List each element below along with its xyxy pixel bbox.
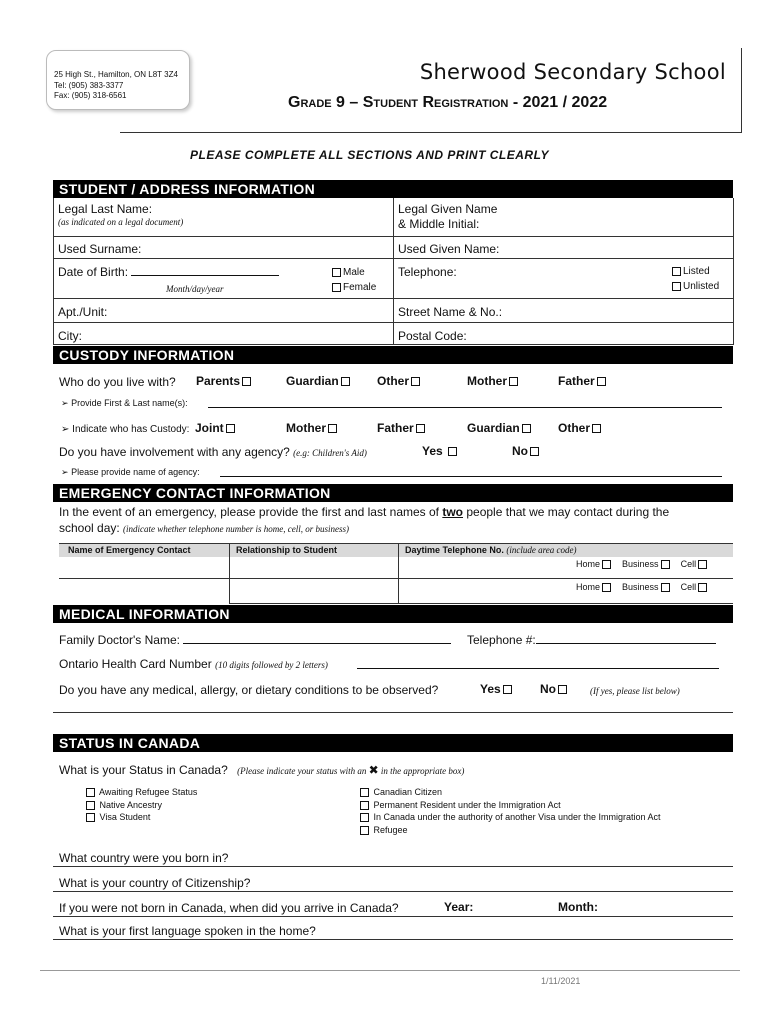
arrow-icon: ➢ <box>61 398 69 408</box>
doctor-phone-field[interactable] <box>536 643 716 644</box>
status-option-awaiting-refugee[interactable] <box>84 786 197 799</box>
provide-names-text: Provide First & Last name(s): <box>71 398 188 408</box>
dob-note: Month/day/year <box>166 284 224 294</box>
live-other-label: Other <box>377 374 410 388</box>
status-option-refugee[interactable] <box>358 824 661 837</box>
custody-father-label: Father <box>377 421 414 435</box>
conditions-question: Do you have any medical, allergy, or dietary conditions to be observed? <box>59 683 439 697</box>
live-parents-label: Parents <box>196 374 241 388</box>
student-row-4 <box>53 322 733 323</box>
status-checkbox[interactable] <box>86 788 95 797</box>
language-field[interactable] <box>53 939 733 940</box>
dob-label-text: Date of Birth: <box>58 265 129 279</box>
header-right-rule <box>741 48 742 132</box>
health-card-text: Ontario Health Card Number <box>59 657 212 671</box>
home-checkbox[interactable] <box>602 583 611 592</box>
col-phone-title: Daytime Telephone No. <box>405 545 504 555</box>
female-checkbox[interactable] <box>332 283 341 292</box>
status-question <box>59 763 464 778</box>
emergency-col-divider-2 <box>398 543 399 603</box>
status-question-text: What is your Status in Canada? <box>59 763 228 777</box>
agency-yes-label: Yes <box>422 444 443 458</box>
status-option-label: Permanent Resident under the Immigration Act <box>373 799 561 810</box>
legal-given-label-1: Legal Given Name <box>398 202 498 216</box>
status-checkbox[interactable] <box>86 801 95 810</box>
status-right-options <box>358 786 661 836</box>
status-checkbox[interactable] <box>360 813 369 822</box>
provide-names-label <box>61 398 188 409</box>
doctor-phone-text: Telephone #: <box>467 633 536 647</box>
custody-guardian-checkbox[interactable] <box>522 424 531 433</box>
indicate-custody-label <box>61 424 189 435</box>
custody-mother-option[interactable] <box>286 421 339 435</box>
live-mother-option[interactable] <box>467 374 520 388</box>
female-option[interactable] <box>330 282 376 293</box>
arrow-icon: ➢ <box>61 467 69 477</box>
arrive-month-label: Month: <box>558 900 598 914</box>
live-mother-checkbox[interactable] <box>509 377 518 386</box>
listed-label: Listed <box>683 266 710 277</box>
legal-given-label-2: & Middle Initial: <box>398 217 480 231</box>
home-label: Home <box>576 582 601 592</box>
conditions-no-label: No <box>540 682 556 696</box>
doctor-label-text: Family Doctor's Name: <box>59 633 180 647</box>
used-given-label: Used Given Name: <box>398 242 500 256</box>
status-note-b: in the appropriate box) <box>380 766 465 776</box>
telephone-label: Telephone: <box>398 265 457 279</box>
live-guardian-label: Guardian <box>286 374 339 388</box>
status-option-permanent-resident[interactable] <box>358 799 661 812</box>
postal-label: Postal Code: <box>398 329 467 343</box>
conditions-no-checkbox[interactable] <box>558 685 567 694</box>
live-mother-label: Mother <box>467 374 507 388</box>
custody-other-checkbox[interactable] <box>592 424 601 433</box>
status-checkbox[interactable] <box>360 788 369 797</box>
section-emergency-header: EMERGENCY CONTACT INFORMATION <box>53 484 733 502</box>
agency-name-field[interactable] <box>220 465 722 477</box>
cell-checkbox[interactable] <box>698 583 707 592</box>
student-row-3 <box>53 298 733 299</box>
emergency-intro-c: school day: <box>59 521 120 535</box>
agency-no-label: No <box>512 444 528 458</box>
instruction: PLEASE COMPLETE ALL SECTIONS AND PRINT CLEARLY <box>190 148 550 162</box>
status-option-other-visa[interactable] <box>358 811 661 824</box>
status-option-label: Refugee <box>373 824 408 835</box>
col-rel-header: Relationship to Student <box>236 545 337 555</box>
status-left-options <box>84 786 197 824</box>
custody-other-label: Other <box>558 421 591 435</box>
status-checkbox[interactable] <box>360 801 369 810</box>
custody-guardian-option[interactable] <box>467 421 533 435</box>
status-option-canadian-citizen[interactable] <box>358 786 661 799</box>
city-label: City: <box>58 329 82 343</box>
doctor-field[interactable] <box>183 643 451 644</box>
conditions-yes-label: Yes <box>480 682 501 696</box>
emergency-intro-line-2 <box>59 521 349 535</box>
form-title: Grade 9 – Student Registration - 2021 / 2022 <box>288 94 608 111</box>
born-in-label: What country were you born in? <box>59 851 229 865</box>
agency-yes-option[interactable] <box>422 444 459 458</box>
born-in-field[interactable] <box>53 866 733 867</box>
emergency-phone-options-1[interactable] <box>576 559 709 569</box>
unlisted-label: Unlisted <box>683 281 720 292</box>
emergency-table-bottom <box>229 603 733 604</box>
agency-no-checkbox[interactable] <box>530 447 539 456</box>
student-row-1 <box>53 236 733 237</box>
emergency-intro-a: In the event of an emergency, please provide the first and last names of <box>59 505 439 519</box>
footer-date: 1/11/2021 <box>541 976 581 986</box>
live-guardian-checkbox[interactable] <box>341 377 350 386</box>
status-option-label: Visa Student <box>99 812 151 822</box>
health-card-field[interactable] <box>357 657 719 669</box>
custody-joint-label: Joint <box>195 421 224 435</box>
male-label: Male <box>343 267 365 278</box>
street-label: Street Name & No.: <box>398 305 503 319</box>
address-line-2: Tel: (905) 383-3377 <box>54 81 124 90</box>
live-father-option[interactable] <box>558 374 608 388</box>
indicate-custody-text: Indicate who has Custody: <box>72 424 190 435</box>
student-row-2 <box>53 258 733 259</box>
status-checkbox[interactable] <box>360 826 369 835</box>
agency-question-text: Do you have involvement with any agency? <box>59 445 290 459</box>
status-note-a: (Please indicate your status with an <box>237 766 367 776</box>
male-checkbox[interactable] <box>332 268 341 277</box>
live-other-checkbox[interactable] <box>411 377 420 386</box>
language-label: What is your first language spoken in the home? <box>59 924 316 938</box>
conditions-no-option[interactable] <box>540 682 569 696</box>
home-checkbox[interactable] <box>602 560 611 569</box>
custody-joint-checkbox[interactable] <box>226 424 235 433</box>
emergency-phone-options-2[interactable] <box>576 582 709 592</box>
agency-yes-checkbox[interactable] <box>448 447 457 456</box>
custody-mother-checkbox[interactable] <box>328 424 337 433</box>
cross-mark-icon: ✖ <box>368 763 379 777</box>
col-name-header: Name of Emergency Contact <box>68 545 191 555</box>
business-checkbox[interactable] <box>661 560 670 569</box>
cell-checkbox[interactable] <box>698 560 707 569</box>
unlisted-checkbox[interactable] <box>672 282 681 291</box>
status-option-visa-student[interactable] <box>84 811 197 824</box>
conditions-yes-checkbox[interactable] <box>503 685 512 694</box>
section-medical-header: MEDICAL INFORMATION <box>53 605 733 623</box>
live-other-option[interactable] <box>377 374 422 388</box>
address-box <box>46 50 190 110</box>
live-with-label: Who do you live with? <box>59 375 176 389</box>
footer-rule <box>40 970 740 971</box>
citizenship-label: What is your country of Citizenship? <box>59 876 251 890</box>
header-bottom-rule <box>120 132 742 133</box>
male-option[interactable] <box>330 267 365 278</box>
live-father-checkbox[interactable] <box>597 377 606 386</box>
arrive-year-label: Year: <box>444 900 474 914</box>
provide-names-field[interactable] <box>208 396 722 408</box>
legal-last-note: (as indicated on a legal document) <box>58 217 184 227</box>
section-custody-header: CUSTODY INFORMATION <box>53 346 733 364</box>
custody-father-option[interactable] <box>377 421 427 435</box>
arrow-icon: ➢ <box>61 424 70 435</box>
address-line-1: 25 High St., Hamilton, ON L8T 3Z4 <box>54 70 178 79</box>
live-father-label: Father <box>558 374 595 388</box>
listed-checkbox[interactable] <box>672 267 681 276</box>
status-option-label: Awaiting Refugee Status <box>99 787 198 797</box>
doctor-phone-label <box>467 633 716 647</box>
custody-mother-label: Mother <box>286 421 326 435</box>
emergency-col-divider-1 <box>229 543 230 603</box>
agency-question <box>59 445 367 459</box>
custody-guardian-label: Guardian <box>467 421 520 435</box>
arrive-field[interactable] <box>53 916 733 917</box>
business-checkbox[interactable] <box>661 583 670 592</box>
section-student-header: STUDENT / ADDRESS INFORMATION <box>53 180 733 198</box>
live-parents-option[interactable] <box>196 374 253 388</box>
dob-field[interactable] <box>131 275 279 276</box>
cell-label: Cell <box>680 582 697 592</box>
health-card-label <box>59 657 328 671</box>
custody-father-checkbox[interactable] <box>416 424 425 433</box>
emergency-intro-note: (indicate whether telephone number is home, cell, or business) <box>123 524 350 534</box>
medical-list-line[interactable] <box>53 712 733 713</box>
status-note <box>237 763 465 777</box>
dob-label <box>58 265 279 279</box>
apt-label: Apt./Unit: <box>58 305 108 319</box>
agency-note: (e.g: Children's Aid) <box>293 448 367 458</box>
arrive-label: If you were not born in Canada, when did you arrive in Canada? <box>59 901 399 915</box>
used-surname-label: Used Surname: <box>58 242 142 256</box>
section-status-header: STATUS IN CANADA <box>53 734 733 752</box>
emergency-row-divider <box>59 578 733 579</box>
status-option-label: Native Ancestry <box>99 799 163 810</box>
female-label: Female <box>343 282 377 293</box>
status-option-native-ancestry[interactable] <box>84 799 197 812</box>
business-label: Business <box>622 582 659 592</box>
live-parents-checkbox[interactable] <box>242 377 251 386</box>
school-name: Sherwood Secondary School <box>419 60 726 84</box>
cell-label: Cell <box>680 559 697 569</box>
status-option-label: Canadian Citizen <box>373 787 443 797</box>
emergency-intro <box>59 504 729 520</box>
address-line-3: Fax: (905) 318-6561 <box>54 91 127 100</box>
legal-last-label: Legal Last Name: <box>58 202 153 216</box>
status-option-label: In Canada under the authority of another Visa under the Immigration Act <box>373 812 661 822</box>
citizenship-field[interactable] <box>53 891 733 892</box>
emergency-intro-two: two <box>442 505 464 519</box>
custody-other-option[interactable] <box>558 421 603 435</box>
col-phone-note: (include area code) <box>506 545 577 555</box>
doctor-label <box>59 633 451 647</box>
emergency-intro-b: people that we may contact during the <box>466 505 670 519</box>
col-phone-header <box>405 545 577 555</box>
agency-no-option[interactable] <box>512 444 541 458</box>
health-card-note: (10 digits followed by 2 letters) <box>215 660 328 670</box>
status-checkbox[interactable] <box>86 813 95 822</box>
conditions-note: (If yes, please list below) <box>590 686 680 696</box>
agency-name-label <box>61 467 200 478</box>
custody-joint-option[interactable] <box>195 421 237 435</box>
conditions-yes-option[interactable] <box>480 682 514 696</box>
business-label: Business <box>622 559 659 569</box>
unlisted-option[interactable] <box>670 281 719 292</box>
agency-name-text: Please provide name of agency: <box>71 467 200 477</box>
live-guardian-option[interactable] <box>286 374 352 388</box>
listed-option[interactable] <box>670 266 710 277</box>
home-label: Home <box>576 559 601 569</box>
